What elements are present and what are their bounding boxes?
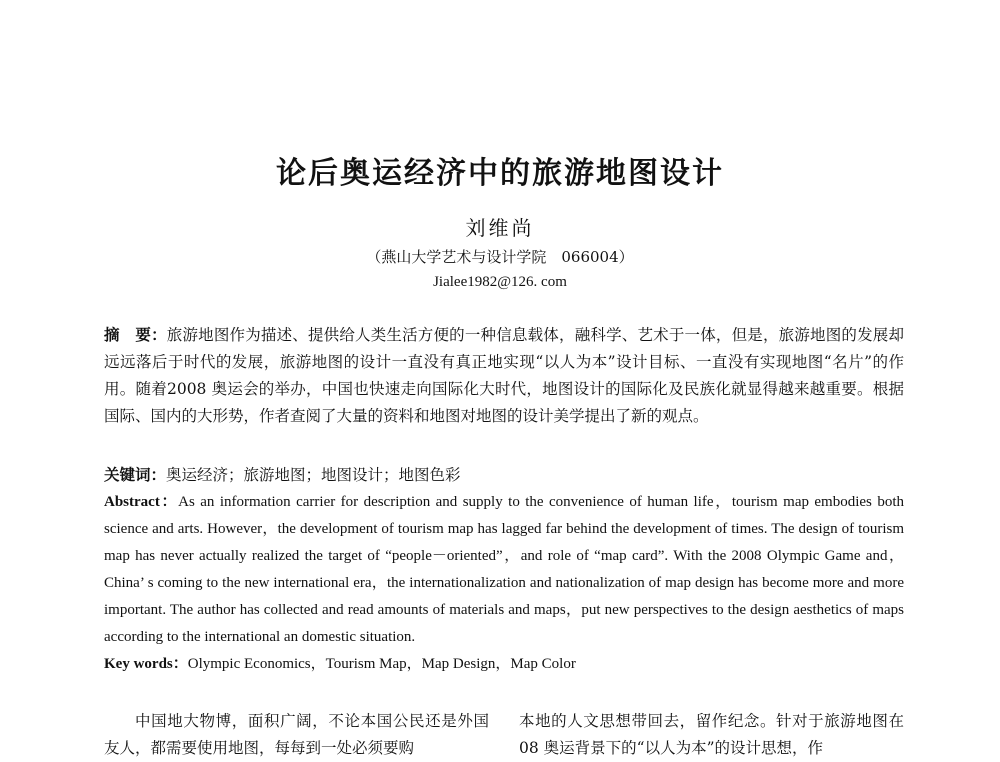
keywords-en-text: Olympic Economics，Tourism Map，Map Design，Map Color: [187, 656, 576, 672]
abstract-zh-label: 摘 要：: [104, 326, 167, 344]
keywords-zh: [104, 462, 904, 489]
abstract-en-text: As an information carrier for description and supply to the convenience of human life，tourism map embodies both science and arts. However，the development of tourism map has lagged far behind the development of times. The design of tourism map has never actually realized the target of “people－oriented”，and role of “map card”. With the 2008 Olympic Game and，China’ s coming to the new international era，the internationalization and nationalization of map design has become more and more important. The author has collected and read amounts of materials and maps，put new perspectives to the design aesthetics of maps according to the international an domestic situation.: [104, 494, 904, 645]
abstract-en-label: Abstract：: [104, 494, 179, 510]
author-affiliation: （燕山大学艺术与设计学院 066004）: [366, 248, 634, 266]
paper-title: 论后奥运经济中的旅游地图设计: [276, 156, 724, 191]
abstract-zh-text: 旅游地图作为描述、提供给人类生活方便的一种信息载体，融科学、艺术于一体，但是，旅游地图的发展却远远落后于时代的发展，旅游地图的设计一直没有真正地实现“以人为本”设计目标、一直没有实现地图“名片”的作用。随着2008 奥运会的举办，中国也快速走向国际化大时代，地图设计的国际化及民族化就显得越来越重要。根据国际、国内的大形势，作者查阅了大量的资料和地图对地图的设计美学提出了新的观点。: [104, 326, 904, 425]
keywords-zh-text: 奥运经济；旅游地图；地图设计；地图色彩: [166, 466, 461, 484]
author-email: Jialee1982@126. com: [433, 274, 567, 290]
keywords-en-label: Key words：: [104, 656, 188, 672]
keywords-en: [104, 651, 904, 678]
keywords-zh-label: 关键词：: [104, 466, 167, 484]
body-column-right: 本地的人文思想带回去，留作纪念。针对于旅游地图在08 奥运背景下的“以人为本”的设计思想，作: [519, 712, 904, 757]
body-column-left: 中国地大物博，面积广阔，不论本国公民还是外国友人，都需要使用地图，每每到一处必须要购: [104, 712, 489, 757]
author-name: 刘维尚: [465, 216, 535, 240]
abstract-zh: [104, 322, 904, 430]
abstract-en: [104, 489, 904, 651]
